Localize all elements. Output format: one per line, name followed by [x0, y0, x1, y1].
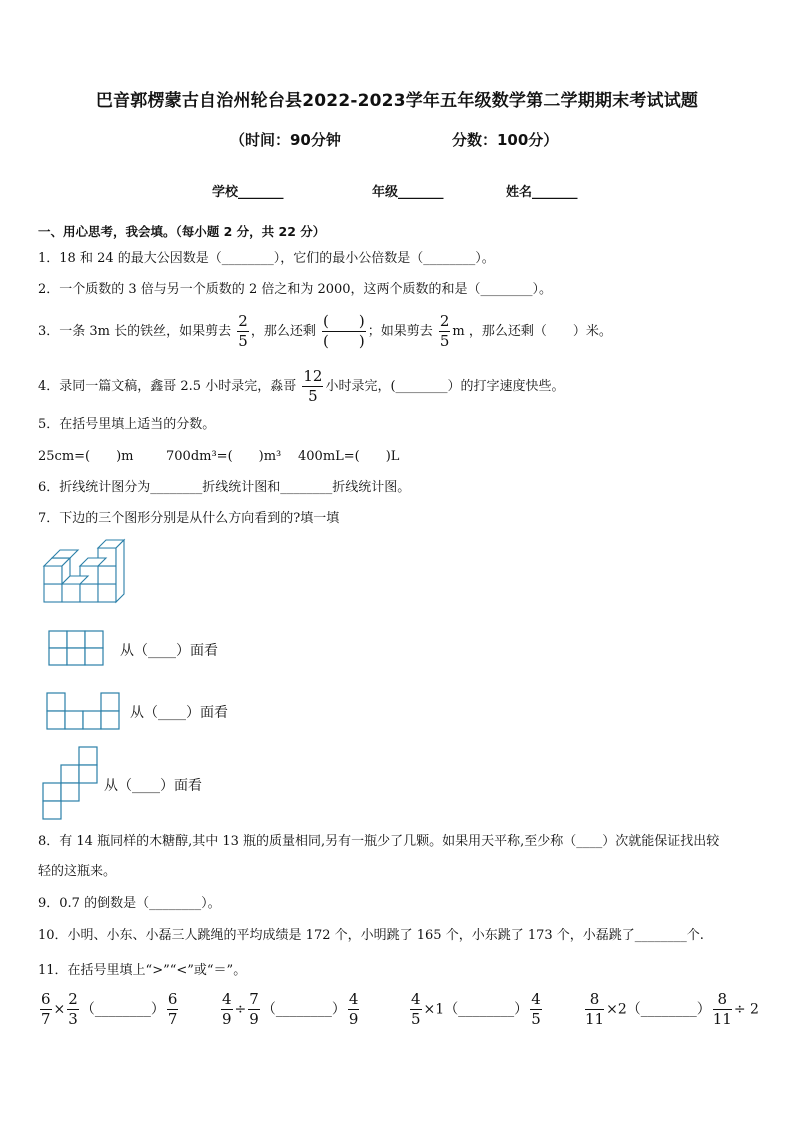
numerator: 12 [303, 367, 323, 385]
denominator: 5 [439, 332, 450, 350]
q4-text-1: 4．录同一篇文稿，鑫哥 2.5 小时录完，淼哥 [38, 379, 297, 394]
question-5: 5．在括号里填上适当的分数。 [38, 417, 216, 432]
answer-blank[interactable]: （________） [626, 1001, 711, 1018]
fraction [585, 992, 604, 1027]
fraction [713, 992, 732, 1027]
question-4 [38, 369, 565, 404]
exam-score: 分数：100分） [452, 131, 559, 149]
denominator: 7 [41, 1010, 51, 1028]
numerator: 4 [531, 990, 541, 1008]
question-7: 7．下边的三个图形分别是从什么方向看到的?填一填 [38, 511, 340, 526]
fraction [439, 314, 451, 349]
q3-text-4: m ，那么还剩（ ）米。 [452, 324, 612, 339]
fraction [221, 992, 233, 1027]
numerator-blank[interactable]: ( ) [322, 312, 365, 330]
numerator: 7 [249, 990, 259, 1008]
fraction [530, 992, 542, 1027]
grade-field[interactable]: 年级_______ [372, 185, 444, 200]
q5-item-2: 700dm³=( )m³ [166, 449, 282, 464]
question-2: 2．一个质数的 3 倍与另一个质数的 2 倍之和为 2000，这两个质数的和是（________）。 [38, 282, 553, 297]
compare-expression-1 [38, 992, 180, 1027]
denominator: 5 [238, 332, 248, 350]
q5-item-1: 25cm=( )m [38, 449, 134, 464]
operator: ×1 [423, 1001, 445, 1018]
question-6: 6．折线统计图分为________折线统计图和________折线统计图。 [38, 480, 411, 495]
denominator: 5 [531, 1010, 541, 1028]
compare-expression-3 [408, 992, 544, 1027]
view-2-label: 从（____）面看 [130, 705, 228, 721]
answer-blank[interactable]: （________） [261, 1001, 346, 1018]
numerator: 6 [41, 990, 51, 1008]
fraction [40, 992, 52, 1027]
view-figure-2 [46, 692, 124, 732]
denominator: 11 [585, 1010, 605, 1028]
numerator: 2 [68, 990, 78, 1008]
q3-text-2: ，那么还剩 [250, 324, 316, 339]
question-11: 11．在括号里填上“>”“<”或“＝”。 [38, 963, 247, 978]
denominator: 9 [222, 1010, 232, 1028]
answer-fraction-blank[interactable] [322, 314, 366, 349]
fraction [302, 369, 323, 404]
compare-expression-4 [583, 992, 759, 1027]
view-1-label: 从（____）面看 [120, 643, 218, 659]
denominator: 9 [348, 1010, 359, 1028]
view-figure-1 [48, 630, 108, 668]
exam-time: （时间：90分钟 [230, 131, 341, 149]
denominator: 11 [712, 1010, 732, 1028]
fraction [67, 992, 79, 1027]
numerator: 8 [713, 992, 732, 1010]
answer-blank[interactable]: （________） [80, 1001, 165, 1018]
denominator: 9 [249, 1010, 259, 1028]
question-8-line-2: 轻的这瓶来。 [38, 864, 117, 879]
answer-blank[interactable]: （________） [444, 1001, 529, 1018]
question-1: 1．18 和 24 的最大公因数是（________），它们的最小公倍数是（________）。 [38, 251, 495, 266]
name-field[interactable]: 姓名_______ [506, 185, 578, 200]
view-figure-3 [42, 746, 102, 822]
q4-text-2: 小时录完，(________）的打字速度快些。 [325, 379, 565, 394]
denominator: 5 [411, 1010, 421, 1028]
school-field[interactable]: 学校_______ [212, 185, 284, 200]
denominator-blank[interactable]: ( ) [322, 332, 365, 350]
compare-expression-2 [219, 992, 361, 1027]
numerator: 8 [585, 992, 604, 1010]
numerator: 4 [222, 990, 232, 1008]
operator: ÷ 2 [733, 1001, 759, 1018]
operator: × [53, 1001, 66, 1018]
q3-text-3: ；如果剪去 [367, 324, 433, 339]
fraction [348, 992, 360, 1027]
page-title: 巴音郭楞蒙古自治州轮台县2022-2023学年五年级数学第二学期期末考试试题 [95, 91, 699, 111]
cube-stack-figure [40, 540, 130, 606]
numerator: 6 [167, 990, 178, 1008]
fraction [167, 992, 179, 1027]
operator: ×2 [606, 1001, 627, 1018]
q5-item-3: 400mL=( )L [298, 449, 400, 464]
question-8-line-1: 8．有 14 瓶同样的木糖醇,其中 13 瓶的质量相同,另有一瓶少了几颗。如果用天平称,至少称（____）次就能保证找出较 [38, 834, 720, 849]
fraction [410, 992, 422, 1027]
numerator: 4 [411, 990, 421, 1008]
section-heading: 一、用心思考，我会填。（每小题 2 分，共 22 分） [38, 224, 326, 239]
numerator: 2 [238, 312, 248, 330]
operator: ÷ [234, 1001, 247, 1018]
question-9: 9．0.7 的倒数是（________）。 [38, 896, 221, 911]
fraction [248, 992, 260, 1027]
numerator: 2 [439, 312, 450, 330]
question-3 [38, 314, 612, 349]
question-10: 10．小明、小东、小磊三人跳绳的平均成绩是 172 个，小明跳了 165 个，小东跳了 173 个，小磊跳了________个. [38, 928, 704, 943]
fraction [237, 314, 249, 349]
q3-text-1: 3．一条 3m 长的铁丝，如果剪去 [38, 324, 232, 339]
denominator: 3 [68, 1010, 78, 1028]
denominator: 7 [167, 1010, 178, 1028]
numerator: 4 [348, 990, 359, 1008]
denominator: 5 [308, 387, 318, 405]
view-3-label: 从（____）面看 [104, 778, 202, 794]
